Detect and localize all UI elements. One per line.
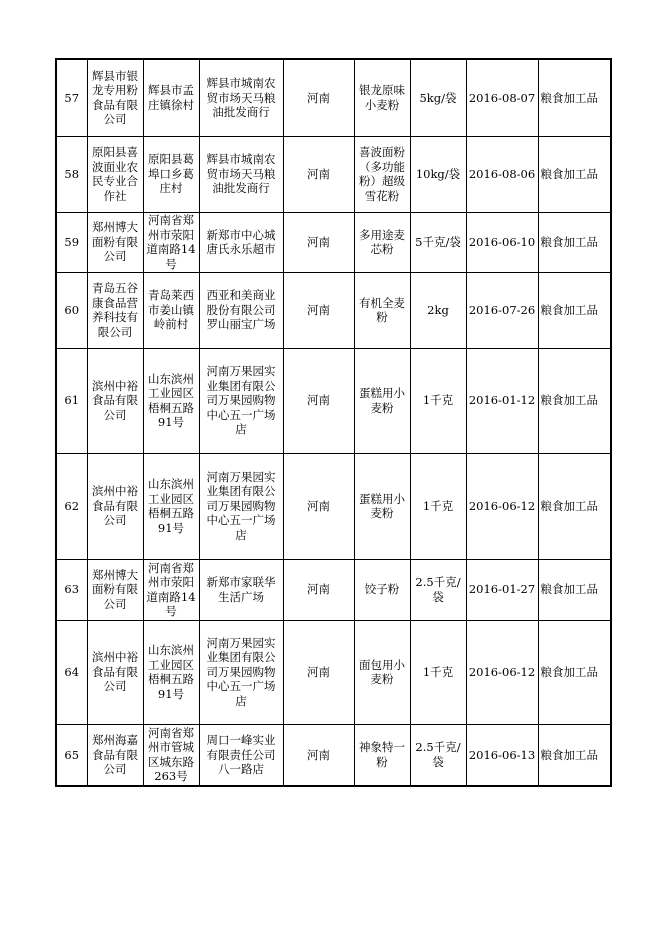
table-row [56, 136, 611, 212]
producer-address-cell: 辉县市孟庄镇徐村 [143, 59, 199, 136]
province-cell: 河南 [283, 620, 354, 724]
seller-name-cell: 新郑市中心城唐氏永乐超市 [199, 212, 283, 272]
seller-name-cell: 河南万果园实业集团有限公司万果园购物中心五一广场店 [199, 453, 283, 559]
row-number-cell: 65 [56, 724, 87, 786]
production-date-cell: 2016-07-26 [466, 272, 538, 348]
table-row [56, 272, 611, 348]
specification-cell: 10kg/袋 [410, 136, 466, 212]
producer-address-cell: 山东滨州工业园区梧桐五路91号 [143, 348, 199, 453]
seller-name-cell: 辉县市城南农贸市场天马粮油批发商行 [199, 59, 283, 136]
producer-name-cell: 原阳县喜波面业农民专业合作社 [87, 136, 143, 212]
producer-address-cell: 河南省郑州市荥阳道南路14号 [143, 559, 199, 620]
province-cell: 河南 [283, 348, 354, 453]
row-number-cell: 59 [56, 212, 87, 272]
province-cell: 河南 [283, 559, 354, 620]
seller-name-cell: 新郑市家联华生活广场 [199, 559, 283, 620]
production-date-cell: 2016-06-13 [466, 724, 538, 786]
food-sampling-table [55, 58, 612, 787]
producer-name-cell: 辉县市银龙专用粉食品有限公司 [87, 59, 143, 136]
table-row [56, 348, 611, 453]
specification-cell: 5kg/袋 [410, 59, 466, 136]
specification-cell: 2.5千克/袋 [410, 559, 466, 620]
row-number-cell: 64 [56, 620, 87, 724]
product-name-cell: 多用途麦芯粉 [354, 212, 410, 272]
food-category-cell: 粮食加工品 [538, 136, 611, 212]
food-category-cell: 粮食加工品 [538, 59, 611, 136]
producer-name-cell: 滨州中裕食品有限公司 [87, 348, 143, 453]
row-number-cell: 58 [56, 136, 87, 212]
product-name-cell: 蛋糕用小麦粉 [354, 348, 410, 453]
production-date-cell: 2016-01-27 [466, 559, 538, 620]
table-row [56, 59, 611, 136]
table-row [56, 212, 611, 272]
seller-name-cell: 辉县市城南农贸市场天马粮油批发商行 [199, 136, 283, 212]
food-category-cell: 粮食加工品 [538, 272, 611, 348]
specification-cell: 1千克 [410, 453, 466, 559]
product-name-cell: 面包用小麦粉 [354, 620, 410, 724]
product-name-cell: 神象特一粉 [354, 724, 410, 786]
production-date-cell: 2016-06-12 [466, 620, 538, 724]
product-name-cell: 银龙原味小麦粉 [354, 59, 410, 136]
food-category-cell: 粮食加工品 [538, 348, 611, 453]
row-number-cell: 62 [56, 453, 87, 559]
province-cell: 河南 [283, 59, 354, 136]
row-number-cell: 63 [56, 559, 87, 620]
product-name-cell: 有机全麦粉 [354, 272, 410, 348]
production-date-cell: 2016-06-12 [466, 453, 538, 559]
production-date-cell: 2016-08-07 [466, 59, 538, 136]
production-date-cell: 2016-01-12 [466, 348, 538, 453]
producer-name-cell: 滨州中裕食品有限公司 [87, 620, 143, 724]
specification-cell: 1千克 [410, 620, 466, 724]
food-category-cell: 粮食加工品 [538, 453, 611, 559]
province-cell: 河南 [283, 724, 354, 786]
production-date-cell: 2016-06-10 [466, 212, 538, 272]
table-row [56, 724, 611, 786]
food-category-cell: 粮食加工品 [538, 724, 611, 786]
food-category-cell: 粮食加工品 [538, 559, 611, 620]
food-category-cell: 粮食加工品 [538, 212, 611, 272]
specification-cell: 2.5千克/袋 [410, 724, 466, 786]
table-row [56, 559, 611, 620]
specification-cell: 2kg [410, 272, 466, 348]
producer-name-cell: 郑州海嘉食品有限公司 [87, 724, 143, 786]
row-number-cell: 60 [56, 272, 87, 348]
province-cell: 河南 [283, 272, 354, 348]
producer-address-cell: 山东滨州工业园区梧桐五路91号 [143, 453, 199, 559]
producer-address-cell: 山东滨州工业园区梧桐五路91号 [143, 620, 199, 724]
province-cell: 河南 [283, 212, 354, 272]
production-date-cell: 2016-08-06 [466, 136, 538, 212]
product-name-cell: 饺子粉 [354, 559, 410, 620]
seller-name-cell: 河南万果园实业集团有限公司万果园购物中心五一广场店 [199, 348, 283, 453]
producer-name-cell: 郑州博大面粉有限公司 [87, 559, 143, 620]
row-number-cell: 61 [56, 348, 87, 453]
producer-address-cell: 原阳县葛埠口乡葛庄村 [143, 136, 199, 212]
product-name-cell: 喜波面粉（多功能粉）超级雪花粉 [354, 136, 410, 212]
producer-address-cell: 河南省郑州市管城区城东路263号 [143, 724, 199, 786]
specification-cell: 5千克/袋 [410, 212, 466, 272]
province-cell: 河南 [283, 136, 354, 212]
province-cell: 河南 [283, 453, 354, 559]
producer-address-cell: 青岛莱西市姜山镇岭前村 [143, 272, 199, 348]
seller-name-cell: 河南万果园实业集团有限公司万果园购物中心五一广场店 [199, 620, 283, 724]
producer-name-cell: 郑州博大面粉有限公司 [87, 212, 143, 272]
table-row [56, 620, 611, 724]
product-name-cell: 蛋糕用小麦粉 [354, 453, 410, 559]
producer-address-cell: 河南省郑州市荥阳道南路14号 [143, 212, 199, 272]
table-row [56, 453, 611, 559]
table-body [56, 59, 611, 786]
food-category-cell: 粮食加工品 [538, 620, 611, 724]
seller-name-cell: 周口一峰实业有限责任公司八一路店 [199, 724, 283, 786]
seller-name-cell: 西亚和美商业股份有限公司罗山丽宝广场 [199, 272, 283, 348]
specification-cell: 1千克 [410, 348, 466, 453]
producer-name-cell: 青岛五谷康食品营养科技有限公司 [87, 272, 143, 348]
row-number-cell: 57 [56, 59, 87, 136]
producer-name-cell: 滨州中裕食品有限公司 [87, 453, 143, 559]
